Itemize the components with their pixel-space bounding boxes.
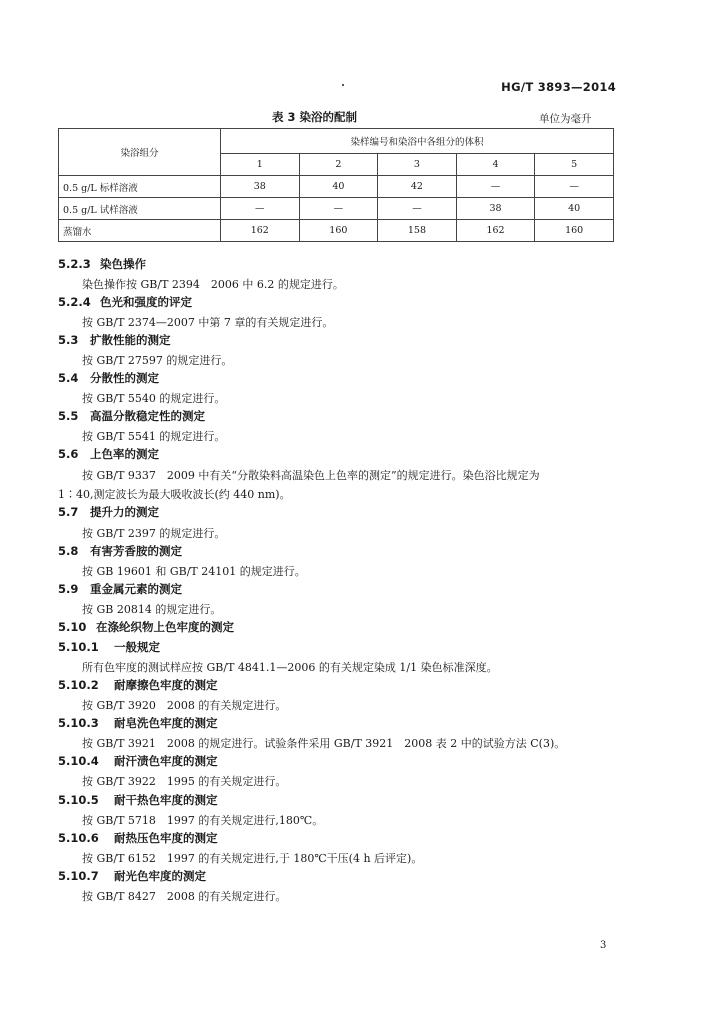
section-body: 按 GB/T 5540 的规定进行。 bbox=[82, 392, 226, 405]
table-header-row bbox=[59, 129, 614, 154]
table-cell: — bbox=[299, 198, 378, 220]
column-header: 4 bbox=[456, 154, 535, 176]
table-cell: — bbox=[378, 198, 457, 220]
page-number: 3 bbox=[600, 940, 607, 951]
section-body: 按 GB/T 5541 的规定进行。 bbox=[82, 430, 226, 443]
section-heading: 5.3 扩散性能的测定 bbox=[58, 333, 171, 347]
section-heading: 5.7 提升力的测定 bbox=[58, 505, 159, 519]
table-cell: 42 bbox=[378, 176, 457, 198]
section-body: 按 GB/T 3922 1995 的有关规定进行。 bbox=[82, 775, 287, 788]
table-cell: 40 bbox=[299, 176, 378, 198]
table-cell: 160 bbox=[535, 220, 614, 242]
table-row bbox=[59, 176, 614, 198]
section-body: 按 GB/T 27597 的规定进行。 bbox=[82, 354, 233, 367]
row-label: 0.5 g/L 试样溶液 bbox=[59, 198, 221, 220]
table-cell: — bbox=[456, 176, 535, 198]
section-body: 按 GB/T 2374—2007 中第 7 章的有关规定进行。 bbox=[82, 316, 334, 329]
section-body: 按 GB/T 9337 2009 中有关“分散染料高温染色上色率的测定”的规定进行。染色浴比规定为 bbox=[82, 469, 540, 482]
row-label: 蒸馏水 bbox=[59, 220, 221, 242]
section-heading: 5.6 上色率的测定 bbox=[58, 447, 159, 461]
table-cell: 38 bbox=[456, 198, 535, 220]
section-body: 按 GB/T 2397 的规定进行。 bbox=[82, 527, 226, 540]
table-cell: 162 bbox=[456, 220, 535, 242]
section-body: 按 GB/T 5718 1997 的有关规定进行,180℃。 bbox=[82, 814, 324, 827]
section-body: 按 GB/T 6152 1997 的有关规定进行,于 180℃干压(4 h 后评定)。 bbox=[82, 852, 423, 865]
header-component: 染浴组分 bbox=[59, 129, 221, 176]
header-group: 染样编号和染浴中各组分的体积 bbox=[221, 129, 614, 154]
table-cell: — bbox=[221, 198, 300, 220]
table-row bbox=[59, 198, 614, 220]
table-cell: — bbox=[535, 176, 614, 198]
section-heading: 5.10.7 耐光色牢度的测定 bbox=[58, 869, 206, 883]
section-body: 染色操作按 GB/T 2394 2006 中 6.2 的规定进行。 bbox=[82, 278, 344, 291]
section-heading: 5.10.3 耐皂洗色牢度的测定 bbox=[58, 716, 218, 730]
section-heading: 5.10.2 耐摩擦色牢度的测定 bbox=[58, 678, 218, 692]
section-heading: 5.10.1 一般规定 bbox=[58, 640, 160, 654]
section-heading: 5.10.6 耐热压色牢度的测定 bbox=[58, 831, 218, 845]
section-body: 按 GB/T 8427 2008 的有关规定进行。 bbox=[82, 890, 287, 903]
row-label: 0.5 g/L 标样溶液 bbox=[59, 176, 221, 198]
dye-bath-table bbox=[58, 128, 614, 242]
section-heading: 5.9 重金属元素的测定 bbox=[58, 582, 182, 596]
section-heading: 5.2.3 染色操作 bbox=[58, 257, 146, 271]
table-unit: 单位为毫升 bbox=[539, 113, 592, 125]
section-heading: 5.8 有害芳香胺的测定 bbox=[58, 544, 182, 558]
table-cell: 38 bbox=[221, 176, 300, 198]
section-body: 所有色牢度的测试样应按 GB/T 4841.1—2006 的有关规定染成 1/1 染色标准深度。 bbox=[82, 661, 498, 674]
section-heading: 5.10.4 耐汗渍色牢度的测定 bbox=[58, 754, 218, 768]
section-heading: 5.2.4 色光和强度的评定 bbox=[58, 295, 192, 309]
table-cell: 160 bbox=[299, 220, 378, 242]
section-body: 按 GB/T 3920 2008 的有关规定进行。 bbox=[82, 699, 287, 712]
section-heading: 5.5 高温分散稳定性的测定 bbox=[58, 409, 205, 423]
section-body: 按 GB 19601 和 GB/T 24101 的规定进行。 bbox=[82, 565, 306, 578]
column-header: 3 bbox=[378, 154, 457, 176]
standard-number: HG/T 3893—2014 bbox=[501, 80, 616, 94]
table-cell: 158 bbox=[378, 220, 457, 242]
table-cell: 40 bbox=[535, 198, 614, 220]
table-row bbox=[59, 220, 614, 242]
stray-mark bbox=[342, 84, 344, 86]
section-body: 按 GB/T 3921 2008 的规定进行。试验条件采用 GB/T 3921 2008 表 2 中的试验方法 C(3)。 bbox=[82, 737, 566, 750]
column-header: 1 bbox=[221, 154, 300, 176]
column-header: 5 bbox=[535, 154, 614, 176]
section-heading: 5.10 在涤纶织物上色牢度的测定 bbox=[58, 620, 234, 634]
column-header: 2 bbox=[299, 154, 378, 176]
section-heading: 5.10.5 耐干热色牢度的测定 bbox=[58, 793, 218, 807]
table-caption: 表 3 染浴的配制 bbox=[272, 110, 358, 124]
section-body: 按 GB 20814 的规定进行。 bbox=[82, 603, 222, 616]
section-body: 1∶40,测定波长为最大吸收波长(约 440 nm)。 bbox=[58, 488, 291, 501]
table-cell: 162 bbox=[221, 220, 300, 242]
section-heading: 5.4 分散性的测定 bbox=[58, 371, 159, 385]
